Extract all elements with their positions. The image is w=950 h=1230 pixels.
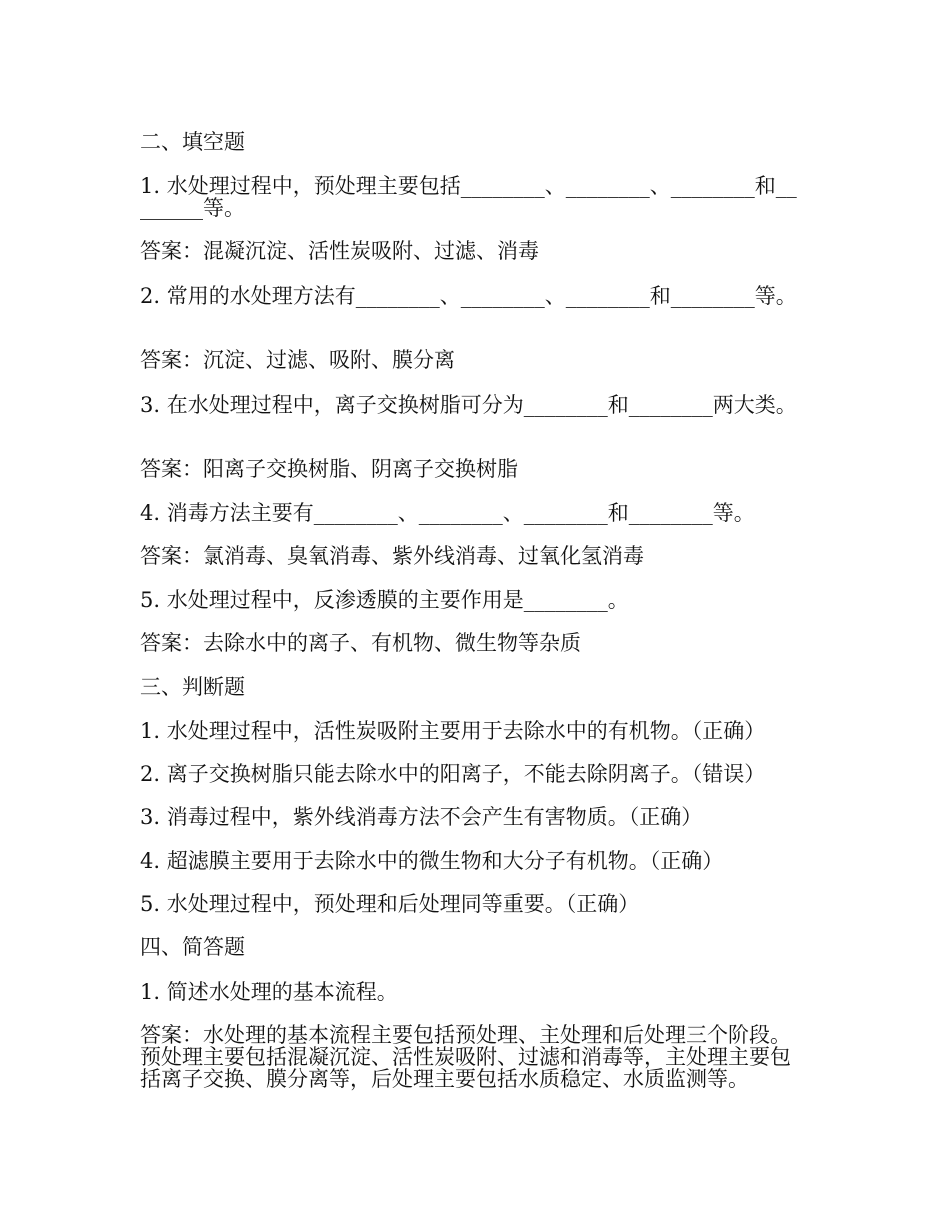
true-false-question-3: 3. 消毒过程中，紫外线消毒方法不会产生有害物质。（正确） (140, 805, 703, 829)
fill-blank-question-3: 3. 在水处理过程中，离子交换树脂可分为________和________两大类。 (140, 393, 797, 417)
fill-blank-question-4: 4. 消毒方法主要有________、________、________和________等。 (140, 501, 755, 525)
short-answer-answer-1: 答案：水处理的基本流程主要包括预处理、主处理和后处理三个阶段。预处理主要包括混凝沉淀、活性炭吸附、过滤和消毒等，主处理主要包括离子交换、膜分离等，后处理主要包括水质稳定、水质监测等。 (140, 1023, 791, 1091)
true-false-question-5: 5. 水处理过程中，预处理和后处理同等重要。（正确） (140, 892, 640, 916)
fill-blank-question-2: 2. 常用的水处理方法有________、________、________和________等。 (140, 284, 797, 308)
fill-blank-answer-1: 答案：混凝沉淀、活性炭吸附、过滤、消毒 (140, 239, 539, 263)
fill-blank-question-1: 1. 水处理过程中，预处理主要包括________、________、________和________等。 (140, 174, 797, 220)
fill-blank-answer-5: 答案：去除水中的离子、有机物、微生物等杂质 (140, 631, 581, 655)
fill-blank-answer-3: 答案：阳离子交换树脂、阴离子交换树脂 (140, 457, 518, 481)
short-answer-question-1: 1. 简述水处理的基本流程。 (140, 980, 398, 1004)
true-false-question-2: 2. 离子交换树脂只能去除水中的阳离子，不能去除阴离子。（错误） (140, 762, 766, 786)
section-heading-short-answer: 四、简答题 (140, 935, 245, 959)
fill-blank-question-5: 5. 水处理过程中，反渗透膜的主要作用是________。 (140, 588, 629, 612)
true-false-question-1: 1. 水处理过程中，活性炭吸附主要用于去除水中的有机物。（正确） (140, 719, 766, 743)
fill-blank-answer-2: 答案：沉淀、过滤、吸附、膜分离 (140, 348, 455, 372)
section-heading-fill-blank: 二、填空题 (140, 130, 245, 154)
section-heading-true-false: 三、判断题 (140, 675, 245, 699)
true-false-question-4: 4. 超滤膜主要用于去除水中的微生物和大分子有机物。（正确） (140, 849, 724, 873)
fill-blank-answer-4: 答案：氯消毒、臭氧消毒、紫外线消毒、过氧化氢消毒 (140, 544, 644, 568)
